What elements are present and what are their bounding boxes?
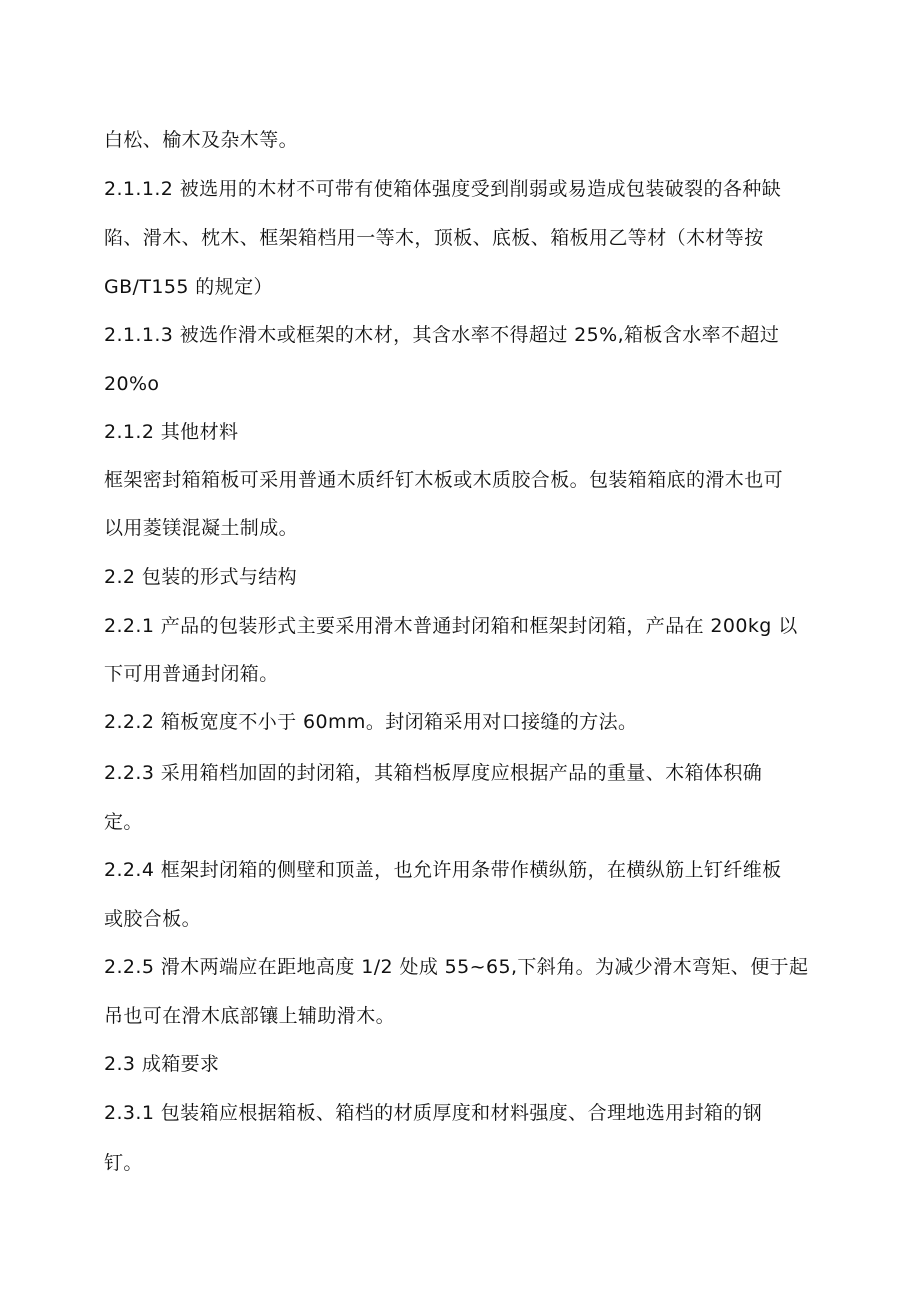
- text-line: 2.2.3 采用箱档加固的封闭箱，其箱档板厚度应根据产品的重量、木箱体积确: [104, 762, 763, 784]
- text-line: 或胶合板。: [104, 908, 202, 930]
- text-line: 2.2.2 箱板宽度不小于 60mm。封闭箱采用对口接缝的方法。: [104, 711, 638, 733]
- text-line: 吊也可在滑木底部镶上辅助滑木。: [104, 1005, 396, 1027]
- text-line: 20%o: [104, 373, 160, 395]
- text-line: 以用菱镁混凝土制成。: [104, 517, 299, 539]
- text-line: 白松、榆木及杂木等。: [104, 129, 299, 151]
- text-line: 下可用普通封闭箱。: [104, 663, 279, 685]
- text-line: 框架密封箱箱板可采用普通木质纤钉木板或木质胶合板。包装箱箱底的滑木也可: [104, 469, 784, 491]
- text-line: 2.2.1 产品的包装形式主要采用滑木普通封闭箱和框架封闭箱，产品在 200kg 以: [104, 615, 798, 637]
- text-line: 陷、滑木、枕木、框架箱档用一等木，顶板、底板、箱板用乙等材（木材等按: [104, 227, 764, 249]
- text-line: 2.1.1.3 被选作滑木或框架的木材，其含水率不得超过 25%,箱板含水率不超过: [104, 324, 780, 346]
- text-line: 2.1.1.2 被选用的木材不可带有使箱体强度受到削弱或易造成包装破裂的各种缺: [104, 178, 782, 200]
- text-line: GB/T155 的规定）: [104, 276, 273, 298]
- text-line: 2.2.5 滑木两端应在距地高度 1/2 处成 55~65,下斜角。为减少滑木弯矩、便于起: [104, 956, 809, 978]
- section-heading: 2.2 包装的形式与结构: [104, 566, 298, 588]
- text-line: 定。: [104, 811, 143, 833]
- text-line: 钉。: [104, 1152, 143, 1174]
- text-line: 2.2.4 框架封闭箱的侧壁和顶盖，也允许用条带作横纵筋，在横纵筋上钉纤维板: [104, 859, 782, 881]
- text-line: 2.3.1 包装箱应根据箱板、箱档的材质厚度和材料强度、合理地选用封箱的钢: [104, 1102, 763, 1124]
- section-heading: 2.1.2 其他材料: [104, 421, 239, 443]
- section-heading: 2.3 成箱要求: [104, 1053, 220, 1075]
